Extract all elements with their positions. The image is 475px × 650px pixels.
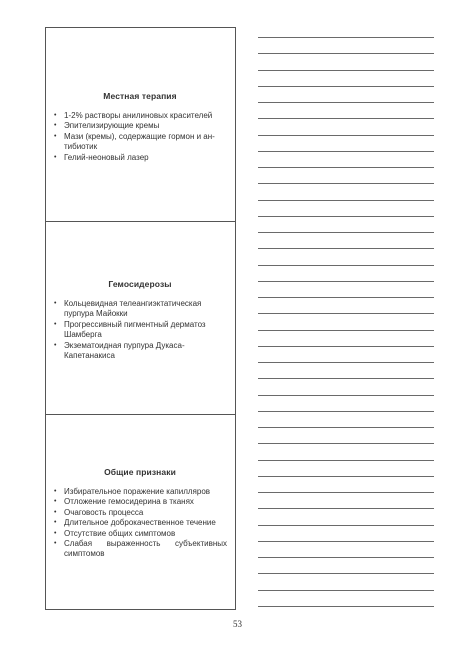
- note-line: [258, 216, 434, 217]
- list-item: • Избирательное поражение капилляров: [53, 487, 227, 497]
- note-lines: [258, 0, 434, 650]
- note-line: [258, 313, 434, 314]
- note-line: [258, 427, 434, 428]
- note-line: [258, 86, 434, 87]
- note-line: [258, 37, 434, 38]
- note-line: [258, 183, 434, 184]
- note-line: [258, 525, 434, 526]
- note-line: [258, 378, 434, 379]
- note-line: [258, 492, 434, 493]
- list-item: • Слабая выраженность субъективных симптомов: [53, 539, 227, 560]
- card-list: [53, 111, 227, 163]
- note-line: [258, 443, 434, 444]
- list-item: • Длительное доброкачественное течение: [53, 518, 227, 528]
- note-line: [258, 362, 434, 363]
- list-item: • Отложение гемосидерина в тканях: [53, 497, 227, 507]
- note-line: [258, 200, 434, 201]
- list-item: • 1-2% растворы анилиновых красителей: [53, 111, 227, 121]
- note-line: [258, 232, 434, 233]
- note-line: [258, 167, 434, 168]
- note-line: [258, 265, 434, 266]
- flashcard-column: [45, 27, 236, 610]
- note-line: [258, 541, 434, 542]
- note-line: [258, 53, 434, 54]
- list-item: • Экзематоидная пурпура Дукаса-Капетанакиса: [53, 341, 227, 362]
- note-line: [258, 395, 434, 396]
- note-line: [258, 460, 434, 461]
- note-line: [258, 590, 434, 591]
- note-line: [258, 508, 434, 509]
- card-title: Местная терапия: [103, 91, 177, 101]
- list-item: • Эпителизирующие кремы: [53, 121, 227, 131]
- list-item: • Кольцевидная телеангиэктатическая пурпура Майокки: [53, 299, 227, 320]
- list-item: • Очаговость процесса: [53, 508, 227, 518]
- card-title: Гемосидерозы: [108, 279, 172, 289]
- note-line: [258, 151, 434, 152]
- card-hemosiderosis: [46, 221, 235, 414]
- card-local-therapy: [46, 28, 235, 221]
- card-title: Общие признаки: [104, 467, 176, 477]
- note-line: [258, 573, 434, 574]
- card-list: [53, 487, 227, 560]
- note-line: [258, 70, 434, 71]
- page-number: 53: [233, 619, 242, 629]
- card-list: [53, 299, 227, 361]
- note-line: [258, 606, 434, 607]
- note-line: [258, 118, 434, 119]
- note-line: [258, 281, 434, 282]
- note-line: [258, 297, 434, 298]
- list-item: • Мази (кремы), содержащие гормон и ан-тибиотик: [53, 132, 227, 153]
- list-item: • Прогрессивный пигментный дерматоз Шамберга: [53, 320, 227, 341]
- note-line: [258, 135, 434, 136]
- list-item: • Гелий-неоновый лазер: [53, 153, 227, 163]
- note-line: [258, 248, 434, 249]
- note-line: [258, 476, 434, 477]
- note-line: [258, 557, 434, 558]
- note-line: [258, 346, 434, 347]
- note-line: [258, 411, 434, 412]
- list-item: • Отсутствие общих симптомов: [53, 529, 227, 539]
- note-line: [258, 102, 434, 103]
- note-line: [258, 330, 434, 331]
- card-common-features: [46, 414, 235, 609]
